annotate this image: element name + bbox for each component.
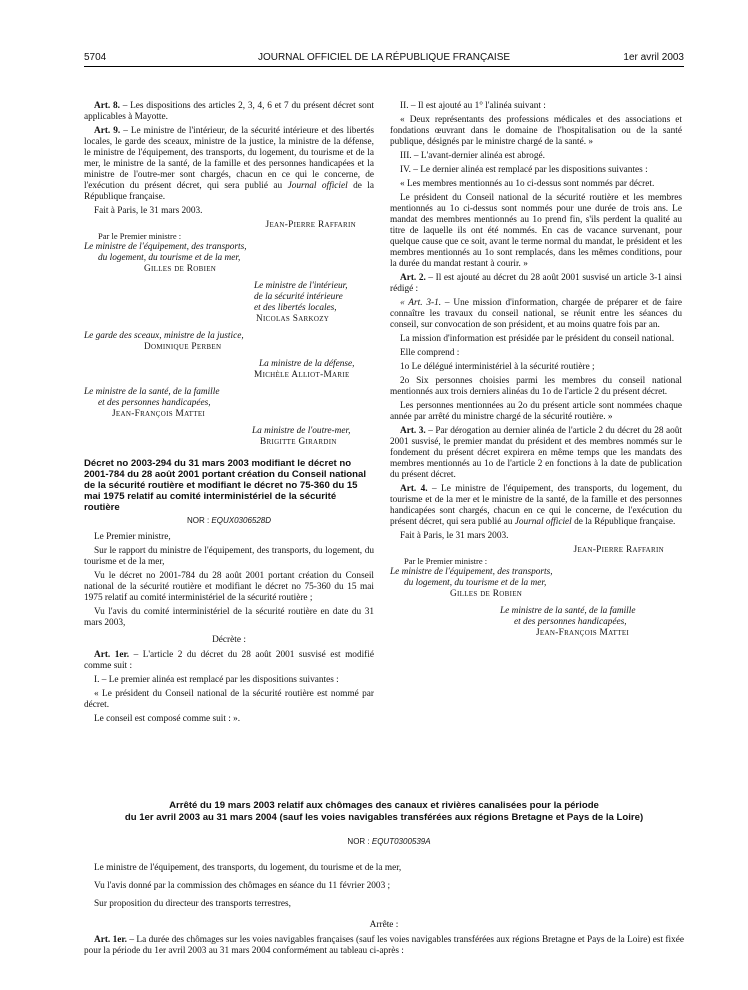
par-premier-ministre: Par le Premier ministre : xyxy=(98,231,182,241)
article-3-1-nomination: Les personnes mentionnées au 2o du présent article sont nommées chaque année par arrêté du ministre chargé de la sécurité routière. » xyxy=(390,401,682,422)
journal-title: JOURNAL OFFICIEL DE LA RÉPUBLIQUE FRANÇAISE xyxy=(257,52,511,63)
visa-rapport: Sur le rapport du ministre de l'équipement, des transports, du logement, du tourisme et de la mer, xyxy=(84,546,374,567)
decree-article-2: Art. 2. – Il est ajouté au décret du 28 août 2001 susvisé un article 3-1 ainsi rédigé : xyxy=(390,273,682,294)
page-number: 5704 xyxy=(84,52,107,63)
fait-a-paris: Fait à Paris, le 31 mars 2003. xyxy=(94,206,203,216)
article-1-III: III. – L'avant-dernier alinéa est abrogé. xyxy=(400,151,545,161)
minister-health-2-name: Jean-François Mattei xyxy=(536,628,630,638)
arrete-visa: Vu l'avis donné par la commission des chômages en séance du 11 février 2003 ; xyxy=(94,881,391,891)
article-1-IV-quote2: Le président du Conseil national de la sécurité routière et les membres mentionnés au 1o ci-dessus sont nommés pour une durée de trois ans. Le mandat des membres mentionnés au 1o prend fin, s'ils perdent la qualité au titre de laquelle ils ont été nommés. En cas de vacance survenant, pour quelque cause que ce soit, avant le terme normal du mandat, le président et les membres mentionnés au 1o sont remplacés, dans les mêmes conditions, pour la durée du mandat restant à courir. » xyxy=(390,193,682,269)
minister-interior-name: Nicolas Sarkozy xyxy=(256,314,330,324)
minister-health-2-line2: et des personnes handicapées, xyxy=(514,617,627,627)
garde-sceaux-name: Dominique Perben xyxy=(144,342,222,352)
signature-pm-2: Jean-Pierre Raffarin xyxy=(573,545,664,555)
minister-health-2-line1: Le ministre de la santé, de la famille xyxy=(500,606,636,616)
left-column xyxy=(84,101,374,728)
article-8: Art. 8. – Les dispositions des articles 2, 3, 4, 6 et 7 du présent décret sont applicables à Mayotte. xyxy=(84,101,374,122)
minister-equipment-line2: du logement, du tourisme et de la mer, xyxy=(98,253,241,263)
decree-article-4: Art. 4. – Le ministre de l'équipement, des transports, du logement, du tourisme et de la mer et le ministre de la santé, de la famille et des personnes handicapées sont chargés, chacun en ce qui le concerne, de l'exécution du présent décret, qui sera publié au Journal officiel de la République française. xyxy=(390,484,682,527)
fait-a-paris-2: Fait à Paris, le 31 mars 2003. xyxy=(400,531,509,541)
minister-interior-line3: et des libertés locales, xyxy=(254,303,337,313)
arrete-section xyxy=(84,800,684,957)
minister-equipment-2-line1: Le ministre de l'équipement, des transports, xyxy=(390,567,553,577)
right-column xyxy=(390,101,682,643)
arrete-nor: NOR : EQUT0300539A xyxy=(347,837,431,846)
minister-equipment-name: Gilles de Robien xyxy=(144,264,217,274)
decree-article-1-quote: « Le président du Conseil national de la sécurité routière est nommé par décret. xyxy=(84,689,374,710)
minister-defense-line1: La ministre de la défense, xyxy=(259,359,355,369)
minister-health-name: Jean-François Mattei xyxy=(112,409,206,419)
article-9: Art. 9. – Le ministre de l'intérieur, de la sécurité intérieure et des libertés locales, le garde des sceaux, ministre de la justice, la ministre de la défense, le ministre de l'équipement, des transports, du logement, du tourisme et de la mer, le ministre de la santé, de la famille et des personnes handicapées et la ministre de l'outre-mer sont chargés, chacun en ce qui le concerne, de l'exécution du présent décret, qui sera publié au Journal officiel de la République française. xyxy=(84,126,375,202)
article-3-1-comprend: Elle comprend : xyxy=(400,348,460,358)
arrete-minister: Le ministre de l'équipement, des transports, du logement, du tourisme et de la mer, xyxy=(94,863,402,873)
article-1-IV: IV. – Le dernier alinéa est remplacé par les dispositions suivantes : xyxy=(400,165,648,175)
arrete-article-1: Art. 1er. – La durée des chômages sur les voies navigables françaises (sauf les voies navigables transférées aux régions Bretagne et Pays de la Loire) est fixée pour la période du 1er avril 2003 au 31 mars 2004 conformément au tableau ci-après : xyxy=(84,935,684,956)
arrete-word: Arrête : xyxy=(369,920,399,930)
visa-decret-2001: Vu le décret no 2001-784 du 28 août 2001 portant création du Conseil national de la sécurité routière et modifiant le décret no 75-360 du 15 mai 1975 relatif au comité interministériel de la sécurité routière ; xyxy=(84,571,374,603)
article-1-II-quote: « Deux représentants des professions médicales et des associations et fondations œuvrant dans le domaine de l'hospitalisation ou de la santé publique, désignés par le ministre chargé de la santé. » xyxy=(390,115,682,147)
visa-premier-ministre: Le Premier ministre, xyxy=(94,532,171,542)
decree-title: Décret no 2003-294 du 31 mars 2003 modifiant le décret no 2001-784 du 28 août 2001 portant création du Conseil national de la sécurité routière et modifiant le décret no 75-360 du 15 mai 1975 relatif au comité interministériel de la sécurité routière xyxy=(84,458,367,513)
minister-interior-line1: Le ministre de l'intérieur, xyxy=(254,281,348,291)
decrete: Décrète : xyxy=(212,635,246,645)
issue-date: 1er avril 2003 xyxy=(623,52,684,63)
minister-interior-line2: de la sécurité intérieure xyxy=(254,292,343,302)
minister-defense-name: Michèle Alliot-Marie xyxy=(254,370,350,380)
header-rule xyxy=(84,66,684,67)
decree-nor: NOR : EQUX0306528D xyxy=(186,516,272,525)
article-3-1-item2: 2o Six personnes choisies parmi les membres du conseil national mentionnés aux trois derniers alinéas du 1o de l'article 2 du présent décret. xyxy=(390,376,682,397)
article-1-II: II. – Il est ajouté au 1° l'alinéa suivant : xyxy=(400,101,546,111)
arrete-title-line1: Arrêté du 19 mars 2003 relatif aux chômages des canaux et rivières canalisées pour la période xyxy=(169,800,599,811)
arrete-title xyxy=(84,800,684,824)
article-3-1: « Art. 3-1. – Une mission d'information, chargée de préparer et de faire connaître les travaux du conseil national, se réunit entre les séances du conseil, sur convocation de son président, et au moins quatre fois par an. xyxy=(390,298,682,330)
visa-avis: Vu l'avis du comité interministériel de la sécurité routière en date du 31 mars 2003, xyxy=(84,607,374,628)
minister-equipment-line1: Le ministre de l'équipement, des transports, xyxy=(84,242,247,252)
arrete-proposition: Sur proposition du directeur des transports terrestres, xyxy=(94,899,291,909)
signature-pm: Jean-Pierre Raffarin xyxy=(265,220,356,230)
article-3-1-item1: 1o Le délégué interministériel à la sécurité routière ; xyxy=(400,362,595,372)
article-1-IV-quote1: « Les membres mentionnés au 1o ci-dessus sont nommés par décret. xyxy=(400,179,655,189)
page-header xyxy=(84,52,684,66)
signatures-2 xyxy=(390,545,682,639)
minister-health-line1: Le ministre de la santé, de la famille xyxy=(84,387,220,397)
signatures xyxy=(84,220,374,448)
minister-health-line2: et des personnes handicapées, xyxy=(98,398,211,408)
decree-article-1-composition: Le conseil est composé comme suit : ». xyxy=(94,714,241,724)
minister-equipment-2-name: Gilles de Robien xyxy=(450,589,523,599)
minister-overseas-name: Brigitte Girardin xyxy=(260,437,337,447)
par-premier-ministre-2: Par le Premier ministre : xyxy=(404,556,488,566)
minister-equipment-2-line2: du logement, du tourisme et de la mer, xyxy=(404,578,547,588)
article-3-1-presidence: La mission d'information est présidée par le président du conseil national. xyxy=(400,334,675,344)
decree-article-1-I: I. – Le premier alinéa est remplacé par les dispositions suivantes : xyxy=(94,675,339,685)
garde-sceaux-line1: Le garde des sceaux, ministre de la justice, xyxy=(84,331,244,341)
arrete-title-line2: du 1er avril 2003 au 31 mars 2004 (sauf les voies navigables transférées aux régions Bretagne et Pays de la Loire) xyxy=(124,812,644,823)
decree-article-1: Art. 1er. – L'article 2 du décret du 28 août 2001 susvisé est modifié comme suit : xyxy=(84,650,374,671)
decree-article-3: Art. 3. – Par dérogation au dernier alinéa de l'article 2 du décret du 28 août 2001 susvisé, le premier mandat du président et des membres nommés sur le fondement du présent décret expirera en même temps que les mandats des membres mentionnés au 1o de l'article 2 en fonctions à la date de publication du présent décret. xyxy=(390,426,683,480)
minister-overseas-line1: La ministre de l'outre-mer, xyxy=(252,426,351,436)
